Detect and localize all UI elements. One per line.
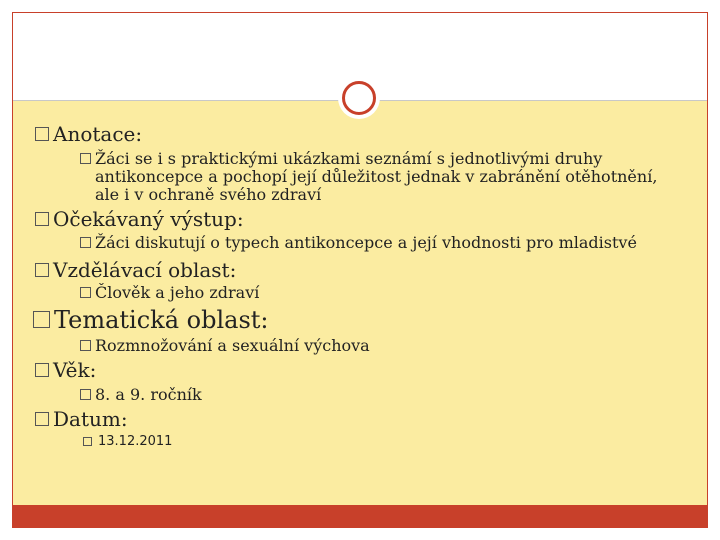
list-item	[35, 209, 244, 229]
list-item	[80, 338, 370, 354]
item-text: Očekávaný výstup:	[53, 207, 244, 231]
item-text: Datum:	[53, 407, 128, 431]
checkbox-bullet-icon	[33, 311, 50, 328]
checkbox-bullet-icon	[80, 287, 91, 298]
checkbox-bullet-icon	[35, 212, 49, 226]
list-item	[80, 285, 259, 301]
checkbox-bullet-icon	[83, 437, 92, 446]
list-item	[35, 409, 128, 429]
item-text: Vzdělávací oblast:	[53, 258, 237, 282]
checkbox-bullet-icon	[80, 153, 91, 164]
slide-footer-band	[13, 505, 707, 527]
circle-ornament-icon	[338, 77, 380, 119]
list-item	[33, 308, 269, 332]
item-text: Tematická oblast:	[54, 306, 269, 334]
item-text: 8. a 9. ročník	[95, 385, 202, 404]
checkbox-bullet-icon	[80, 340, 91, 351]
item-text-continued: antikoncepce a pochopí její důležitost jednak v zabránění otěhotnění,	[95, 167, 658, 186]
list-item	[83, 435, 172, 448]
checkbox-bullet-icon	[35, 127, 49, 141]
checkbox-bullet-icon	[80, 389, 91, 400]
item-text: Člověk a jeho zdraví	[95, 283, 260, 302]
list-item	[80, 387, 202, 403]
item-text: Žáci se i s praktickými ukázkami seznámí s jednotlivými druhy	[95, 149, 603, 168]
checkbox-bullet-icon	[80, 237, 91, 248]
list-item	[35, 360, 96, 380]
item-text: Věk:	[53, 358, 97, 382]
checkbox-bullet-icon	[35, 363, 49, 377]
checkbox-bullet-icon	[35, 412, 49, 426]
checkbox-bullet-icon	[35, 263, 49, 277]
item-text-continued: ale i v ochraně svého zdraví	[95, 185, 322, 204]
item-text: 13.12.2011	[98, 434, 173, 449]
list-item	[35, 124, 142, 144]
list-item	[80, 235, 637, 251]
item-text: Rozmnožování a sexuální výchova	[95, 336, 370, 355]
list-item	[35, 260, 236, 280]
list-item	[80, 151, 657, 203]
item-text: Žáci diskutují o typech antikoncepce a její vhodnosti pro mladistvé	[95, 233, 637, 252]
item-text: Anotace:	[53, 122, 143, 146]
